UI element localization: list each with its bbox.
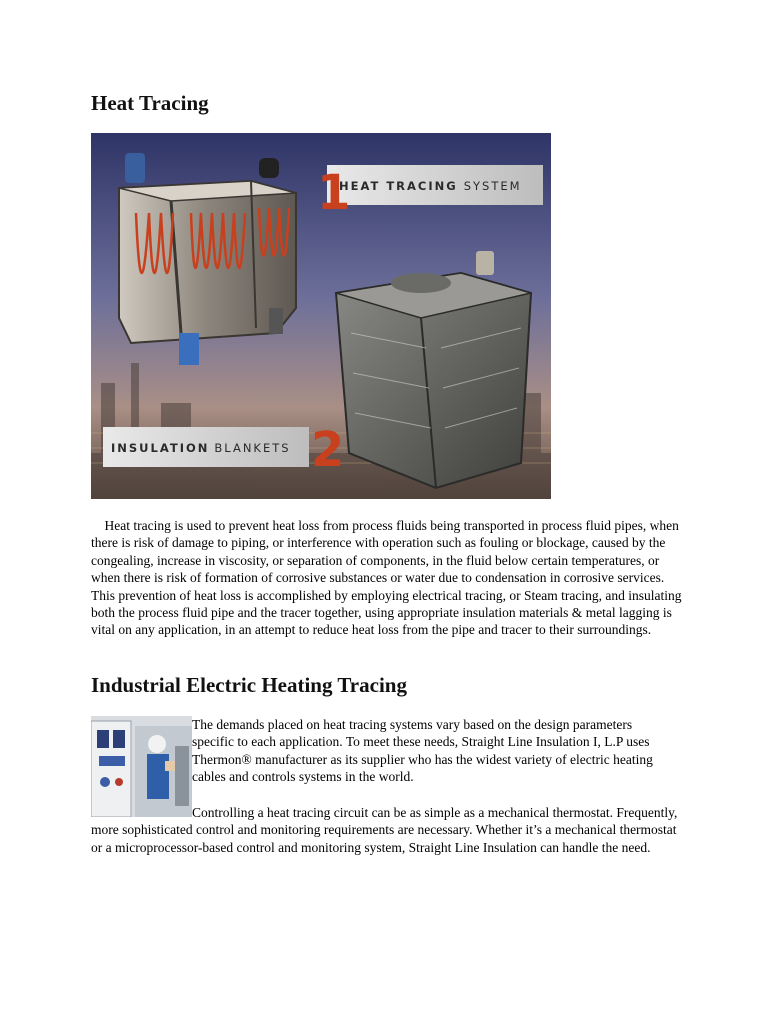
label1-number: 1: [317, 165, 351, 221]
heat-tracing-control-paragraph: Controlling a heat tracing circuit can be as simple as a mechanical thermostat. Frequently, more sophisticated control and monitoring requirements are necessary. Whether it’s a mechanical thermostat or a microprocessor-based control and monitoring system, Straight Line Insulation can handle the need.: [91, 805, 678, 855]
heat-tracing-heading: Heat Tracing: [91, 91, 209, 115]
heat-tracing-demands-paragraph: The demands placed on heat tracing systems vary based on the design parameters specific to each application. To meet these needs, Straight Line Insulation I, L.P uses Thermon® manufacturer as its supplier who has the widest variety of electric heating cables and controls systems in the world.: [192, 717, 653, 785]
heat-tracing-product-image: [91, 133, 551, 499]
label1-word1: HEAT TRACING: [339, 179, 458, 193]
svg-text:HEAT TRACINGSYSTEM: [339, 179, 522, 193]
label2-word2: BLANKETS: [214, 441, 291, 455]
heat-tracing-paragraph-text: Heat tracing is used to prevent heat loss from process fluids being transported in process fluid pipes, when there is risk of damage to piping, or interference with operation such as fouling or blockage, caused by the congealing, increase in viscosity, or separation of components, in the fluid below certain temperatures, or when there is risk of formation of corrosive substances or water due to condensation in corrosive services. This prevention of heat loss is accomplished by employing electrical tracing, or Steam tracing, and insulating both the process fluid pipe and the tracer together, using appropriate insulation materials & metal lagging is vital on any application, in an attempt to reduce heat loss from the pipe and tracer to their surroundings.: [91, 518, 682, 638]
industrial-electric-heating-heading: Industrial Electric Heating Tracing: [91, 673, 407, 697]
label1-word2: SYSTEM: [463, 179, 522, 193]
svg-text:INSULATIONBLANKETS: [111, 441, 291, 455]
heat-tracing-paragraph: [91, 517, 683, 639]
label2-number: 2: [311, 422, 345, 478]
control-panel-technician-image: [91, 716, 192, 817]
label2-word1: INSULATION: [111, 441, 210, 455]
